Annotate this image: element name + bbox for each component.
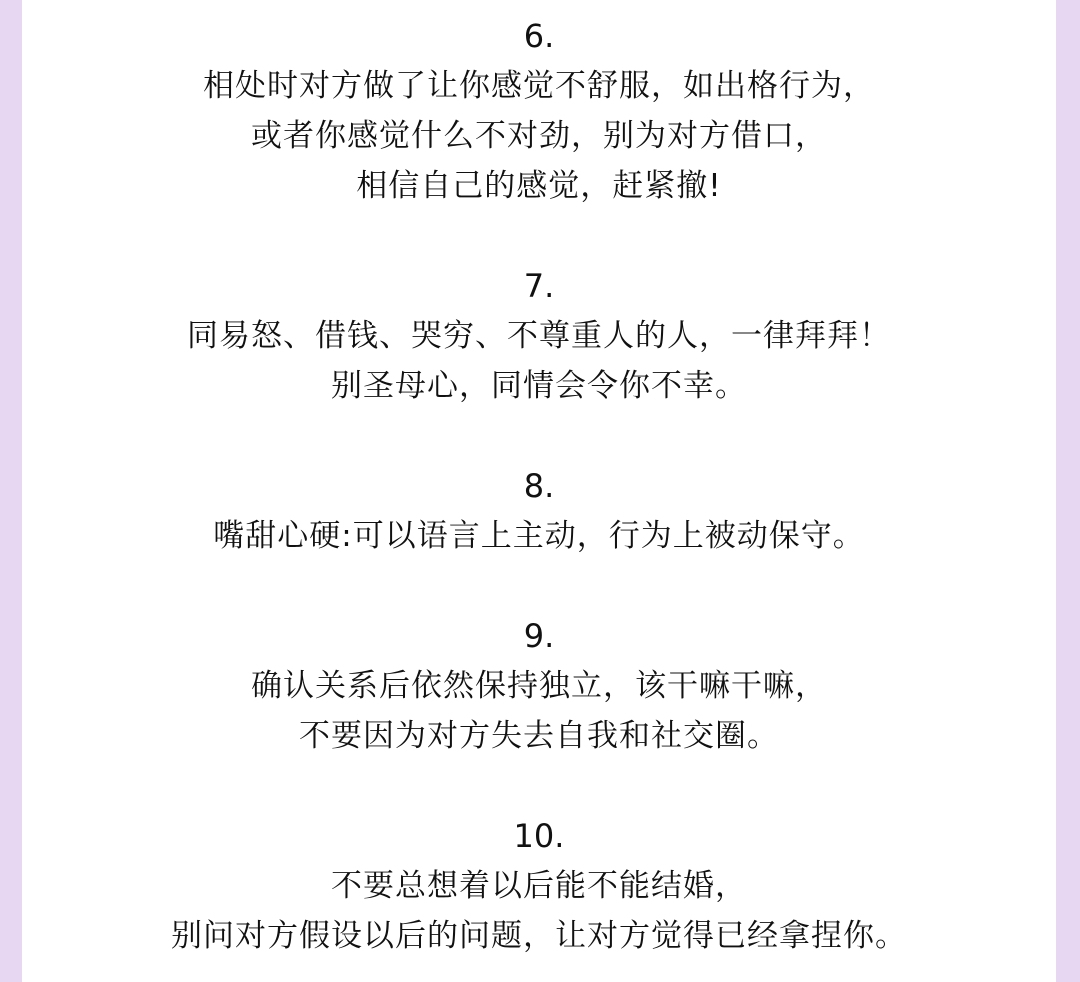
item-9-number: 9. bbox=[523, 617, 555, 655]
item-10-line-1: 不要总想着以后能不能结婚， bbox=[331, 868, 747, 904]
item-10-line-2: 别问对方假设以后的问题，让对方觉得已经拿捏你。 bbox=[171, 918, 907, 954]
item-9-line-2: 不要因为对方失去自我和社交圈。 bbox=[299, 718, 779, 754]
item-8-line-1: 嘴甜心硬:可以语言上主动，行为上被动保守。 bbox=[213, 518, 865, 554]
item-7-line-2: 别圣母心，同情会令你不幸。 bbox=[331, 368, 747, 404]
article-page bbox=[22, 0, 1056, 982]
item-6-number: 6. bbox=[523, 17, 555, 55]
item-9-line-1: 确认关系后依然保持独立，该干嘛干嘛， bbox=[251, 668, 827, 704]
item-10-number: 10. bbox=[513, 817, 565, 855]
item-7-line-1: 同易怒、借钱、哭穷、不尊重人的人，一律拜拜！ bbox=[187, 318, 891, 354]
item-6-line-1: 相处时对方做了让你感觉不舒服，如出格行为， bbox=[203, 68, 875, 104]
item-7-number: 7. bbox=[523, 267, 555, 305]
item-8-number: 8. bbox=[523, 467, 555, 505]
item-6-line-2: 或者你感觉什么不对劲，别为对方借口， bbox=[251, 118, 827, 154]
item-6-line-3: 相信自己的感觉，赶紧撤! bbox=[356, 168, 722, 204]
